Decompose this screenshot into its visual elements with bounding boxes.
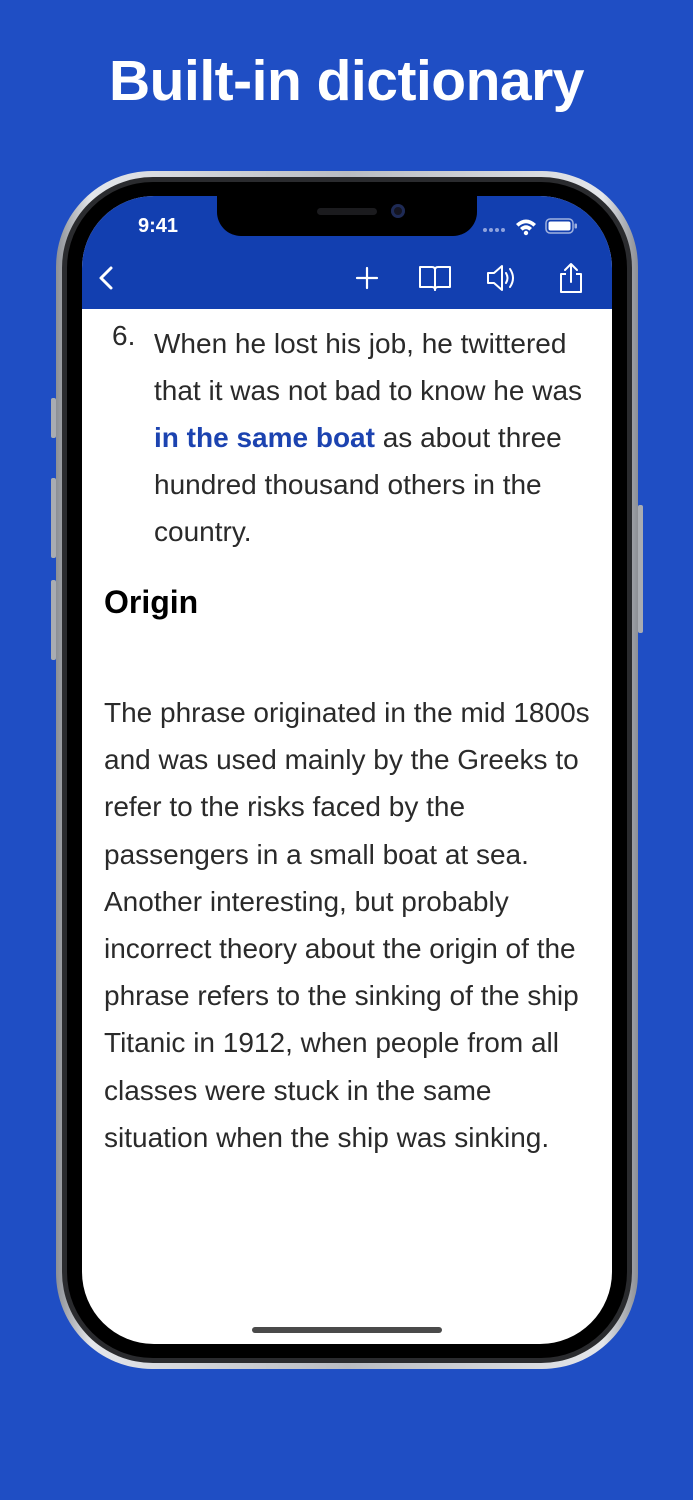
origin-paragraph: The phrase originated in the mid 1800s and was used mainly by the Greeks to refer to the risks faced by the passengers in a small boat at sea. Another interesting, but probably incorrect theory about the origin of the phrase refers to the sinking of the ship Titanic in 1912, when people from all classes were stuck in the same situation when the ship was sinking. (104, 697, 590, 1153)
front-camera (391, 204, 405, 218)
phone-screen (82, 196, 612, 1344)
wifi-icon (516, 220, 536, 236)
back-chevron-icon[interactable] (92, 261, 126, 295)
signal-dots-icon (483, 228, 505, 232)
speaker-icon[interactable] (485, 261, 519, 295)
home-indicator (252, 1327, 442, 1333)
top-bar (82, 196, 612, 309)
volume-up-button (51, 478, 56, 558)
notch (217, 196, 477, 236)
example-number: 6. (112, 320, 136, 351)
earpiece-speaker (317, 208, 377, 215)
example-text-after: as about three hundred thousand others in the country. (154, 422, 562, 547)
share-icon[interactable] (554, 261, 588, 295)
highlighted-phrase: in the same boat (154, 422, 375, 453)
headline: Built-in dictionary (109, 49, 584, 113)
power-button (638, 505, 643, 633)
mute-switch (51, 398, 56, 438)
volume-down-button (51, 580, 56, 660)
battery-icon (546, 219, 577, 233)
example-text-before: When he lost his job, he twittered that it was not bad to know he was (154, 328, 583, 406)
status-icons (482, 216, 582, 236)
status-time: 9:41 (138, 215, 179, 237)
origin-heading: Origin (104, 584, 199, 620)
add-icon[interactable] (350, 261, 384, 295)
book-icon[interactable] (418, 261, 452, 295)
example-sentence (154, 320, 594, 555)
